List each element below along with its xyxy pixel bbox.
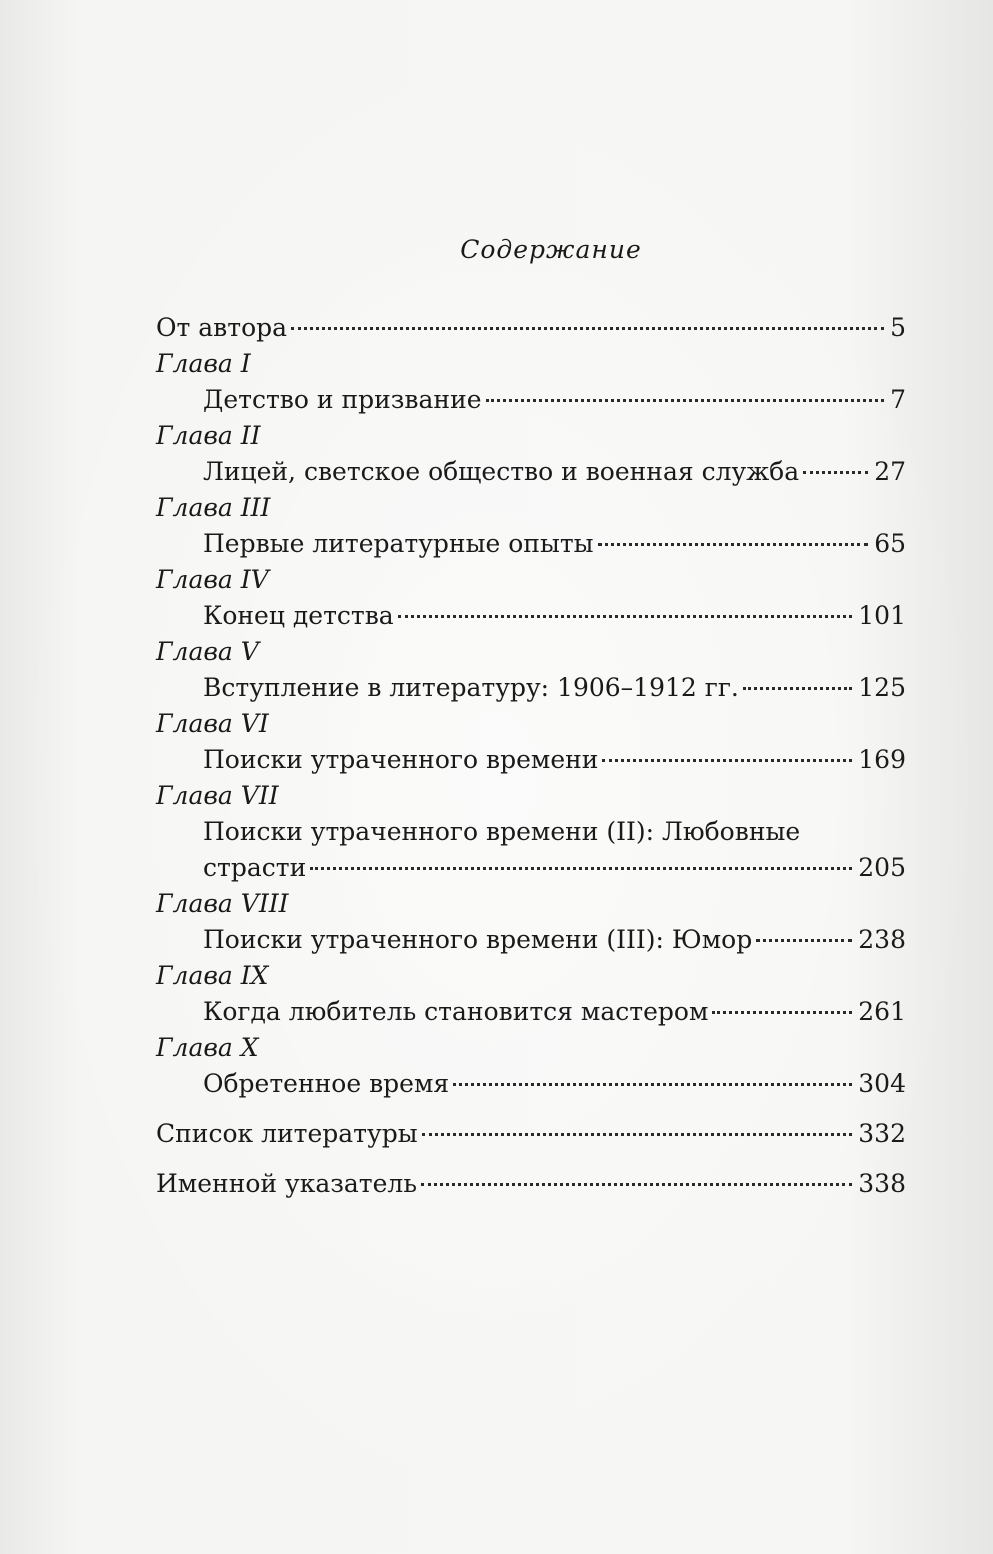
toc-entry-chapter-5 <box>156 670 906 706</box>
entry-title-line-1: Поиски утраченного времени (II): Любовные <box>203 817 801 846</box>
toc-entry-intro <box>156 310 906 346</box>
entry-page: 238 <box>858 925 906 954</box>
dot-leader <box>398 615 853 618</box>
entry-title: Конец детства <box>203 601 394 630</box>
chapter-label: Глава IV <box>156 565 269 594</box>
dot-leader <box>421 1183 852 1186</box>
toc-entry-bibliography <box>156 1116 906 1152</box>
entry-title: Детство и призвание <box>203 385 482 414</box>
entry-page: 27 <box>874 457 906 486</box>
toc-entry-chapter-10 <box>156 1066 906 1102</box>
chapter-label: Глава VIII <box>156 889 289 918</box>
dot-leader <box>486 399 885 402</box>
chapter-label: Глава V <box>156 637 259 666</box>
entry-title: Лицей, светское общество и военная служба <box>203 457 800 486</box>
dot-leader <box>743 687 852 690</box>
chapter-label: Глава VII <box>156 781 279 810</box>
dot-leader <box>291 327 884 330</box>
entry-title: Обретенное время <box>203 1069 450 1098</box>
chapter-label: Глава VI <box>156 709 269 738</box>
toc-entry-chapter-9 <box>156 994 906 1030</box>
entry-page: 261 <box>858 997 906 1026</box>
dot-leader <box>756 939 852 942</box>
entry-page: 5 <box>890 313 906 342</box>
entry-page: 169 <box>858 745 906 774</box>
entry-title: Вступление в литературу: 1906–1912 гг. <box>203 673 739 702</box>
toc-entry-chapter-7 <box>156 850 906 886</box>
chapter-label: Глава III <box>156 493 271 522</box>
entry-title: Именной указатель <box>156 1169 417 1198</box>
dot-leader <box>453 1083 852 1086</box>
toc-title: Содержание <box>460 235 642 264</box>
entry-title: Поиски утраченного времени (III): Юмор <box>203 925 753 954</box>
entry-page: 65 <box>874 529 906 558</box>
chapter-label: Глава IX <box>156 961 269 990</box>
table-of-contents <box>156 230 906 1202</box>
chapter-label: Глава I <box>156 349 251 378</box>
chapter-label: Глава II <box>156 421 261 450</box>
entry-page: 7 <box>890 385 906 414</box>
dot-leader <box>422 1133 853 1136</box>
entry-page: 205 <box>858 853 906 882</box>
entry-title: От автора <box>156 313 288 342</box>
entry-title-line-2: страсти <box>203 853 307 882</box>
toc-entry-index <box>156 1166 906 1202</box>
toc-entry-chapter-3 <box>156 526 906 562</box>
entry-title: Первые литературные опыты <box>203 529 594 558</box>
toc-entry-chapter-6 <box>156 742 906 778</box>
entry-page: 125 <box>858 673 906 702</box>
entry-title: Когда любитель становится мастером <box>203 997 709 1026</box>
entry-page: 304 <box>858 1069 906 1098</box>
dot-leader <box>598 543 869 546</box>
chapter-label: Глава X <box>156 1033 259 1062</box>
entry-page: 332 <box>858 1119 906 1148</box>
entry-title: Поиски утраченного времени <box>203 745 599 774</box>
dot-leader <box>310 867 852 870</box>
entry-page: 101 <box>858 601 906 630</box>
toc-entry-chapter-1 <box>156 382 906 418</box>
entry-page: 338 <box>858 1169 906 1198</box>
entry-title: Список литературы <box>156 1119 418 1148</box>
toc-entry-chapter-4 <box>156 598 906 634</box>
dot-leader <box>602 759 852 762</box>
dot-leader <box>803 471 868 474</box>
dot-leader <box>712 1011 852 1014</box>
toc-entry-chapter-8 <box>156 922 906 958</box>
toc-entry-chapter-2 <box>156 454 906 490</box>
